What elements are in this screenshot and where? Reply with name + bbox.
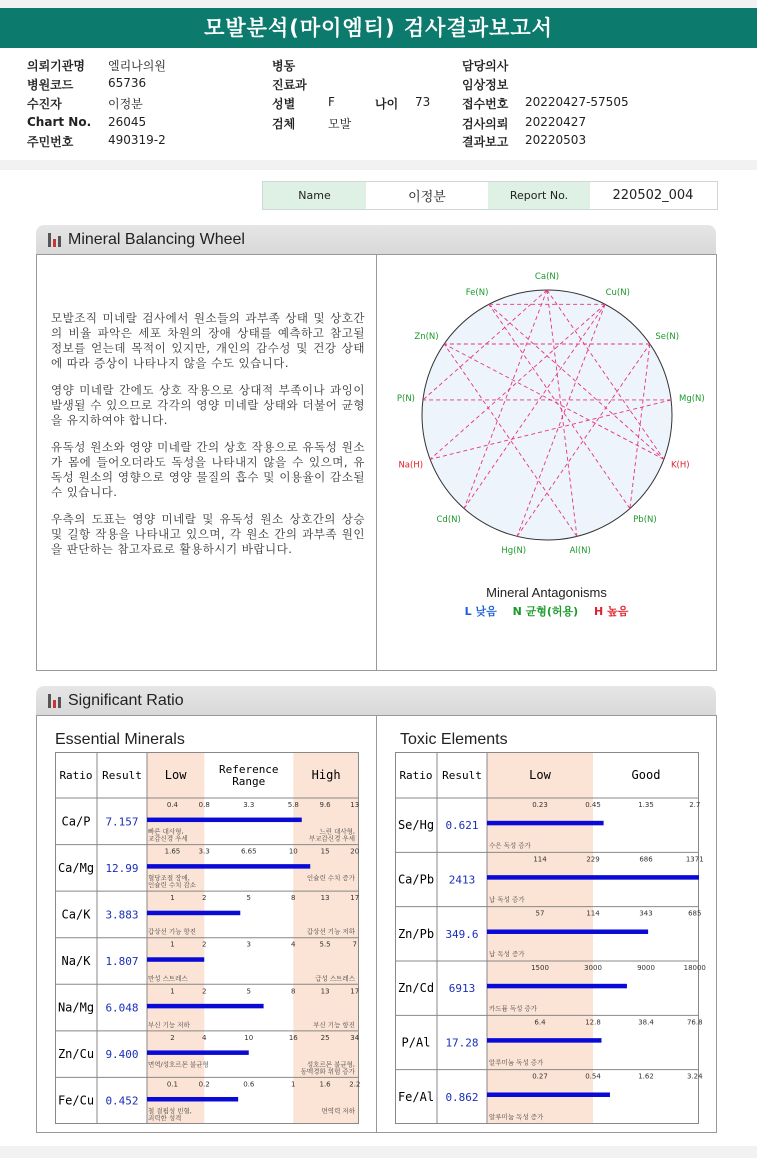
- col-header-result: Result: [442, 769, 482, 782]
- report-title: 모발분석(마이엠티) 검사결과보고서: [0, 8, 757, 48]
- section-header-ratio: [36, 686, 716, 716]
- tick-label: 0.1: [166, 1080, 179, 1089]
- wheel-node-label: K(H): [670, 460, 690, 471]
- wheel-node-label: Hg(N): [501, 545, 527, 556]
- tick-label: 17: [350, 987, 360, 996]
- high-note: 성호르몬 불균형,: [306, 1060, 355, 1069]
- ratio-result: 7.157: [105, 815, 139, 829]
- ratio-bar: [487, 984, 627, 989]
- paragraph: 우측의 도표는 영양 미네랄 및 유독성 원소 상호간의 상승 및 길항 작용을 나타내고 있으며, 각 원소 간의 과부족 원인을 판단하는 참고자료로 활용하시기 바랍니다.: [51, 512, 365, 556]
- wheel-legend: [377, 603, 716, 619]
- ratio-result: 0.862: [445, 1090, 479, 1104]
- bar-chart-icon: [48, 233, 62, 247]
- high-note: 부신 기능 항진: [313, 1020, 355, 1029]
- col-header-good: Good: [631, 768, 661, 782]
- report-label: 결과보고: [462, 135, 509, 149]
- low-note: 부신 기능 저하: [148, 1020, 190, 1029]
- dept-label: 진료과: [272, 78, 307, 92]
- ratio-label: Ca/Pb: [397, 872, 435, 887]
- tick-label: 18000: [683, 964, 706, 972]
- tick-label: 10: [244, 1033, 254, 1042]
- col-header-ratio: Ratio: [399, 769, 433, 782]
- age-value: 73: [415, 95, 431, 109]
- ratio-label: Na/Mg: [57, 1000, 95, 1015]
- request-label: 검사의뢰: [462, 117, 509, 131]
- paragraph: 유독성 원소와 영양 미네랄 간의 상호 작용으로 유독성 원소가 몸에 들어오더라도 독성을 나타내지 않을 수 있으며, 유독성 원소의 영향으로 영양 물질의 흡수 및 이용율이 감소될 수 있습니다.: [51, 440, 365, 499]
- tick-label: 20: [350, 847, 360, 856]
- tick-label: 9000: [637, 964, 655, 972]
- ratio-label: Fe/Cu: [57, 1093, 95, 1108]
- tick-label: 0.4: [166, 801, 179, 809]
- toxic-elements-table: [395, 752, 706, 1124]
- code-label: 병원코드: [27, 78, 74, 92]
- paragraph: 영양 미네랄 간에도 상호 작용으로 상대적 부족이나 과잉이 발생될 수 있으므로 각각의 영양 미네랄 상태와 더불어 균형을 유지하여야 합니다.: [51, 383, 365, 427]
- section-title: Significant Ratio: [68, 692, 184, 709]
- high-note: 인슐린 수치 증가: [306, 874, 355, 883]
- wheel-section: [36, 254, 717, 671]
- high-note: 면역력 저하: [321, 1107, 355, 1115]
- tick-label: 0.45: [585, 801, 601, 809]
- ratio-label: Zn/Pb: [397, 926, 435, 941]
- wheel-node-label: Na(H): [398, 460, 424, 471]
- ratio-result: 6.048: [105, 1001, 139, 1015]
- tick-label: 229: [586, 855, 600, 864]
- col-header-range: Range: [232, 775, 266, 788]
- tick-label: 2: [170, 1033, 175, 1042]
- tick-label: 2: [202, 987, 207, 996]
- request-value: 20220427: [525, 115, 587, 129]
- ratio-bar: [487, 821, 604, 826]
- ratio-bar: [147, 1004, 264, 1009]
- tick-label: 57: [535, 909, 545, 918]
- wheel-caption: Mineral Antagonisms: [486, 585, 607, 600]
- top-strip: [0, 0, 757, 8]
- tick-label: 4: [291, 940, 296, 949]
- ratio-result: 6913: [448, 982, 476, 996]
- ratio-bar: [147, 1097, 238, 1102]
- tick-label: 5.5: [319, 940, 331, 949]
- high-note: 급성 스트레스: [315, 974, 355, 983]
- patient-label: 수진자: [27, 97, 62, 111]
- ratio-bar: [147, 911, 240, 916]
- tick-label: 0.8: [198, 801, 210, 809]
- tick-label: 0.54: [585, 1072, 601, 1081]
- clinical-label: 임상정보: [462, 78, 509, 92]
- col-header-result: Result: [102, 769, 142, 782]
- tick-label: 1: [291, 1080, 296, 1089]
- tick-label: 1: [170, 894, 175, 903]
- high-note: 부교감신경 우세: [308, 834, 355, 843]
- tick-label: 2: [202, 894, 207, 903]
- ratio-label: Se/Hg: [397, 818, 435, 833]
- wheel-node-label: Zn(N): [414, 332, 439, 343]
- tick-label: 10: [288, 847, 298, 856]
- ratio-label: Ca/K: [61, 907, 91, 922]
- tick-label: 9.6: [319, 801, 331, 809]
- ratio-bar: [147, 864, 310, 869]
- tick-label: 12.8: [585, 1018, 601, 1027]
- wheel-node-label: Se(N): [655, 332, 680, 343]
- ratio-bar: [487, 929, 648, 934]
- high-note: 느린 대사형,: [319, 827, 355, 836]
- tick-label: 13: [320, 894, 330, 903]
- ratio-result: 9.400: [105, 1048, 139, 1062]
- bottom-strip: [0, 1146, 757, 1158]
- low-note: 괴력한 성격: [148, 1114, 182, 1122]
- ratio-result: 3.883: [105, 908, 139, 922]
- receipt-value: 20220427-57505: [525, 95, 629, 109]
- tick-label: 25: [320, 1033, 330, 1042]
- tick-label: 2.7: [689, 801, 701, 809]
- tick-label: 7: [352, 940, 357, 949]
- tick-label: 3.3: [243, 801, 255, 809]
- tick-label: 5: [246, 987, 251, 996]
- tick-label: 1500: [531, 964, 549, 972]
- chart-label: Chart No.: [27, 115, 92, 129]
- ratio-bar: [487, 1092, 610, 1097]
- tick-label: 1.6: [319, 1080, 331, 1089]
- wheel-node-label: Pb(N): [633, 515, 657, 526]
- low-note: 빠른 대사형,: [148, 827, 184, 836]
- description-text: [51, 311, 365, 569]
- ratio-label: P/Al: [401, 1035, 431, 1050]
- specimen-value: 모발: [328, 117, 352, 131]
- wheel-node-label: Mg(N): [678, 394, 705, 405]
- tick-label: 8: [291, 987, 296, 996]
- ratio-result: 349.6: [445, 927, 479, 941]
- name-label: Name: [263, 182, 366, 209]
- code-value: 65736: [108, 76, 147, 90]
- tick-label: 343: [639, 909, 653, 918]
- wheel-node-label: P(N): [396, 394, 416, 405]
- toxic-note: 카드뮴 독성 증가: [489, 1004, 538, 1013]
- ratio-result: 2413: [448, 873, 476, 887]
- divider: [0, 160, 757, 170]
- col-header-low: Low: [164, 768, 187, 782]
- legend-high: H 높음: [594, 605, 629, 618]
- tick-label: 38.4: [638, 1018, 654, 1027]
- report-no-label: Report No.: [488, 182, 590, 209]
- wheel-node-label: Ca(N): [534, 272, 560, 282]
- paragraph: 모발조직 미네랄 검사에서 원소들의 과부족 상태 및 상호간의 비율 파악은 세포 차원의 장애 상태를 예측하고 참고될 정보를 얻는데 목적이 있지만, 개인의 감수성 및 건강 상태에 따라 증상이 나타나지 않을 수도 있습니다.: [51, 311, 365, 370]
- sex-value: F: [328, 95, 335, 109]
- low-note: 만성 스트레스: [148, 974, 188, 983]
- legend-normal: N 균형(허용): [512, 605, 579, 618]
- tick-label: 76.8: [686, 1018, 703, 1027]
- ratio-label: Ca/Mg: [57, 860, 95, 875]
- low-note: 혈당조절 장애,: [148, 874, 190, 883]
- essential-title: Essential Minerals: [55, 731, 185, 748]
- tick-label: 0.2: [198, 1080, 210, 1089]
- toxic-title: Toxic Elements: [400, 731, 508, 748]
- report-value: 20220503: [525, 133, 587, 147]
- tick-label: 17: [350, 894, 360, 903]
- low-note: 철 결핍성 빈혈,: [148, 1107, 192, 1115]
- tick-label: 1: [170, 940, 175, 949]
- tick-label: 2.2: [349, 1080, 361, 1089]
- low-note: 면역/성호르몬 불균형: [148, 1060, 209, 1069]
- tick-label: 0.23: [532, 801, 548, 809]
- tick-label: 6.65: [240, 847, 257, 856]
- section-header-wheel: [36, 225, 716, 255]
- resid-label: 주민번호: [27, 135, 74, 149]
- col-header-high: High: [311, 768, 341, 782]
- name-value: 이정분: [408, 190, 446, 205]
- tick-label: 1.62: [638, 1072, 654, 1081]
- ratio-bar: [487, 875, 699, 880]
- wheel-node-label: Fe(N): [465, 287, 489, 298]
- wheel-node-label: Al(N): [569, 545, 591, 556]
- clinic-label: 의뢰기관명: [27, 59, 85, 73]
- col-header-reference: Reference: [218, 763, 279, 776]
- toxic-note: 알루미늄 독성 증가: [489, 1113, 544, 1121]
- ratio-label: Na/K: [61, 954, 91, 968]
- chart-value: 26045: [108, 115, 147, 129]
- wheel-circle: [422, 287, 672, 540]
- doctor-label: 담당의사: [462, 59, 509, 73]
- tick-label: 1: [170, 987, 175, 996]
- tick-label: 34: [350, 1033, 360, 1042]
- toxic-note: 알루미늄 독성 증가: [489, 1058, 544, 1067]
- low-note: 갑상선 기능 항진: [148, 927, 197, 936]
- high-note: 갑상선 기능 저하: [306, 927, 355, 936]
- patient-value: 이정분: [108, 97, 143, 111]
- essential-minerals-table: [55, 752, 359, 1124]
- legend-low: L 낮음: [464, 605, 497, 618]
- ratio-bar: [147, 1050, 249, 1055]
- wheel-node-label: Cu(N): [605, 287, 630, 298]
- ratio-result: 1.807: [105, 955, 139, 968]
- tick-label: 1371: [685, 855, 704, 864]
- toxic-note: 납 독성 증가: [489, 895, 525, 904]
- toxic-note: 수은 독성 증가: [489, 841, 531, 850]
- col-header-low: Low: [529, 768, 551, 782]
- ratio-result: 17.28: [445, 1036, 479, 1050]
- high-note: 동맥경화 위험 증가: [300, 1067, 355, 1076]
- ratio-label: Ca/P: [61, 814, 91, 829]
- tick-label: 3000: [584, 964, 602, 972]
- tick-label: 16: [288, 1033, 298, 1042]
- tick-label: 8: [291, 894, 296, 903]
- ratio-result: 0.452: [105, 1094, 139, 1108]
- section-title: Mineral Balancing Wheel: [68, 231, 245, 248]
- wheel-node-label: Cd(N): [436, 515, 461, 526]
- low-note: 교감신경 우세: [148, 834, 188, 843]
- tick-label: 1.65: [164, 847, 181, 856]
- age-label: 나이: [375, 97, 399, 111]
- tick-label: 2: [202, 940, 207, 949]
- ratio-result: 12.99: [105, 861, 139, 875]
- ratio-bar: [147, 957, 204, 962]
- tick-label: 686: [639, 855, 653, 864]
- ward-label: 병동: [272, 59, 296, 73]
- tick-label: 114: [586, 909, 600, 918]
- ratio-label: Fe/Al: [397, 1089, 435, 1104]
- tick-label: 685: [688, 909, 702, 918]
- tick-label: 15: [320, 847, 330, 856]
- clinic-value: 엘리나의원: [108, 59, 166, 73]
- tick-label: 1.35: [638, 801, 654, 809]
- ratio-bar: [487, 1038, 601, 1043]
- tick-label: 5: [246, 894, 251, 903]
- specimen-label: 검체: [272, 117, 296, 131]
- ratio-section: [36, 715, 717, 1133]
- tick-label: 5.8: [287, 801, 299, 809]
- resid-value: 490319-2: [108, 133, 166, 147]
- ratio-label: Zn/Cu: [57, 1047, 95, 1062]
- name-bar: [262, 181, 718, 210]
- tick-label: 3: [246, 940, 251, 949]
- ratio-label: Zn/Cd: [397, 981, 435, 996]
- tick-label: 13: [320, 987, 330, 996]
- report-no-value: 220502_004: [612, 188, 694, 203]
- ratio-result: 0.621: [445, 819, 479, 833]
- col-header-ratio: Ratio: [59, 769, 93, 782]
- tick-label: 0.27: [532, 1072, 548, 1081]
- low-note: 인슐린 수치 감소: [148, 881, 197, 890]
- tick-label: 3.3: [198, 847, 210, 856]
- bar-chart-icon: [48, 694, 62, 708]
- tick-label: 3.24: [686, 1072, 703, 1081]
- toxic-note: 납 독성 증가: [489, 950, 525, 958]
- tick-label: 114: [533, 855, 547, 864]
- ratio-bar: [147, 818, 302, 823]
- tick-label: 0.6: [243, 1080, 255, 1089]
- tick-label: 4: [202, 1033, 207, 1042]
- sex-label: 성별: [272, 97, 296, 111]
- tick-label: 6.4: [534, 1018, 546, 1027]
- receipt-label: 접수번호: [462, 97, 509, 111]
- tick-label: 13: [350, 801, 360, 809]
